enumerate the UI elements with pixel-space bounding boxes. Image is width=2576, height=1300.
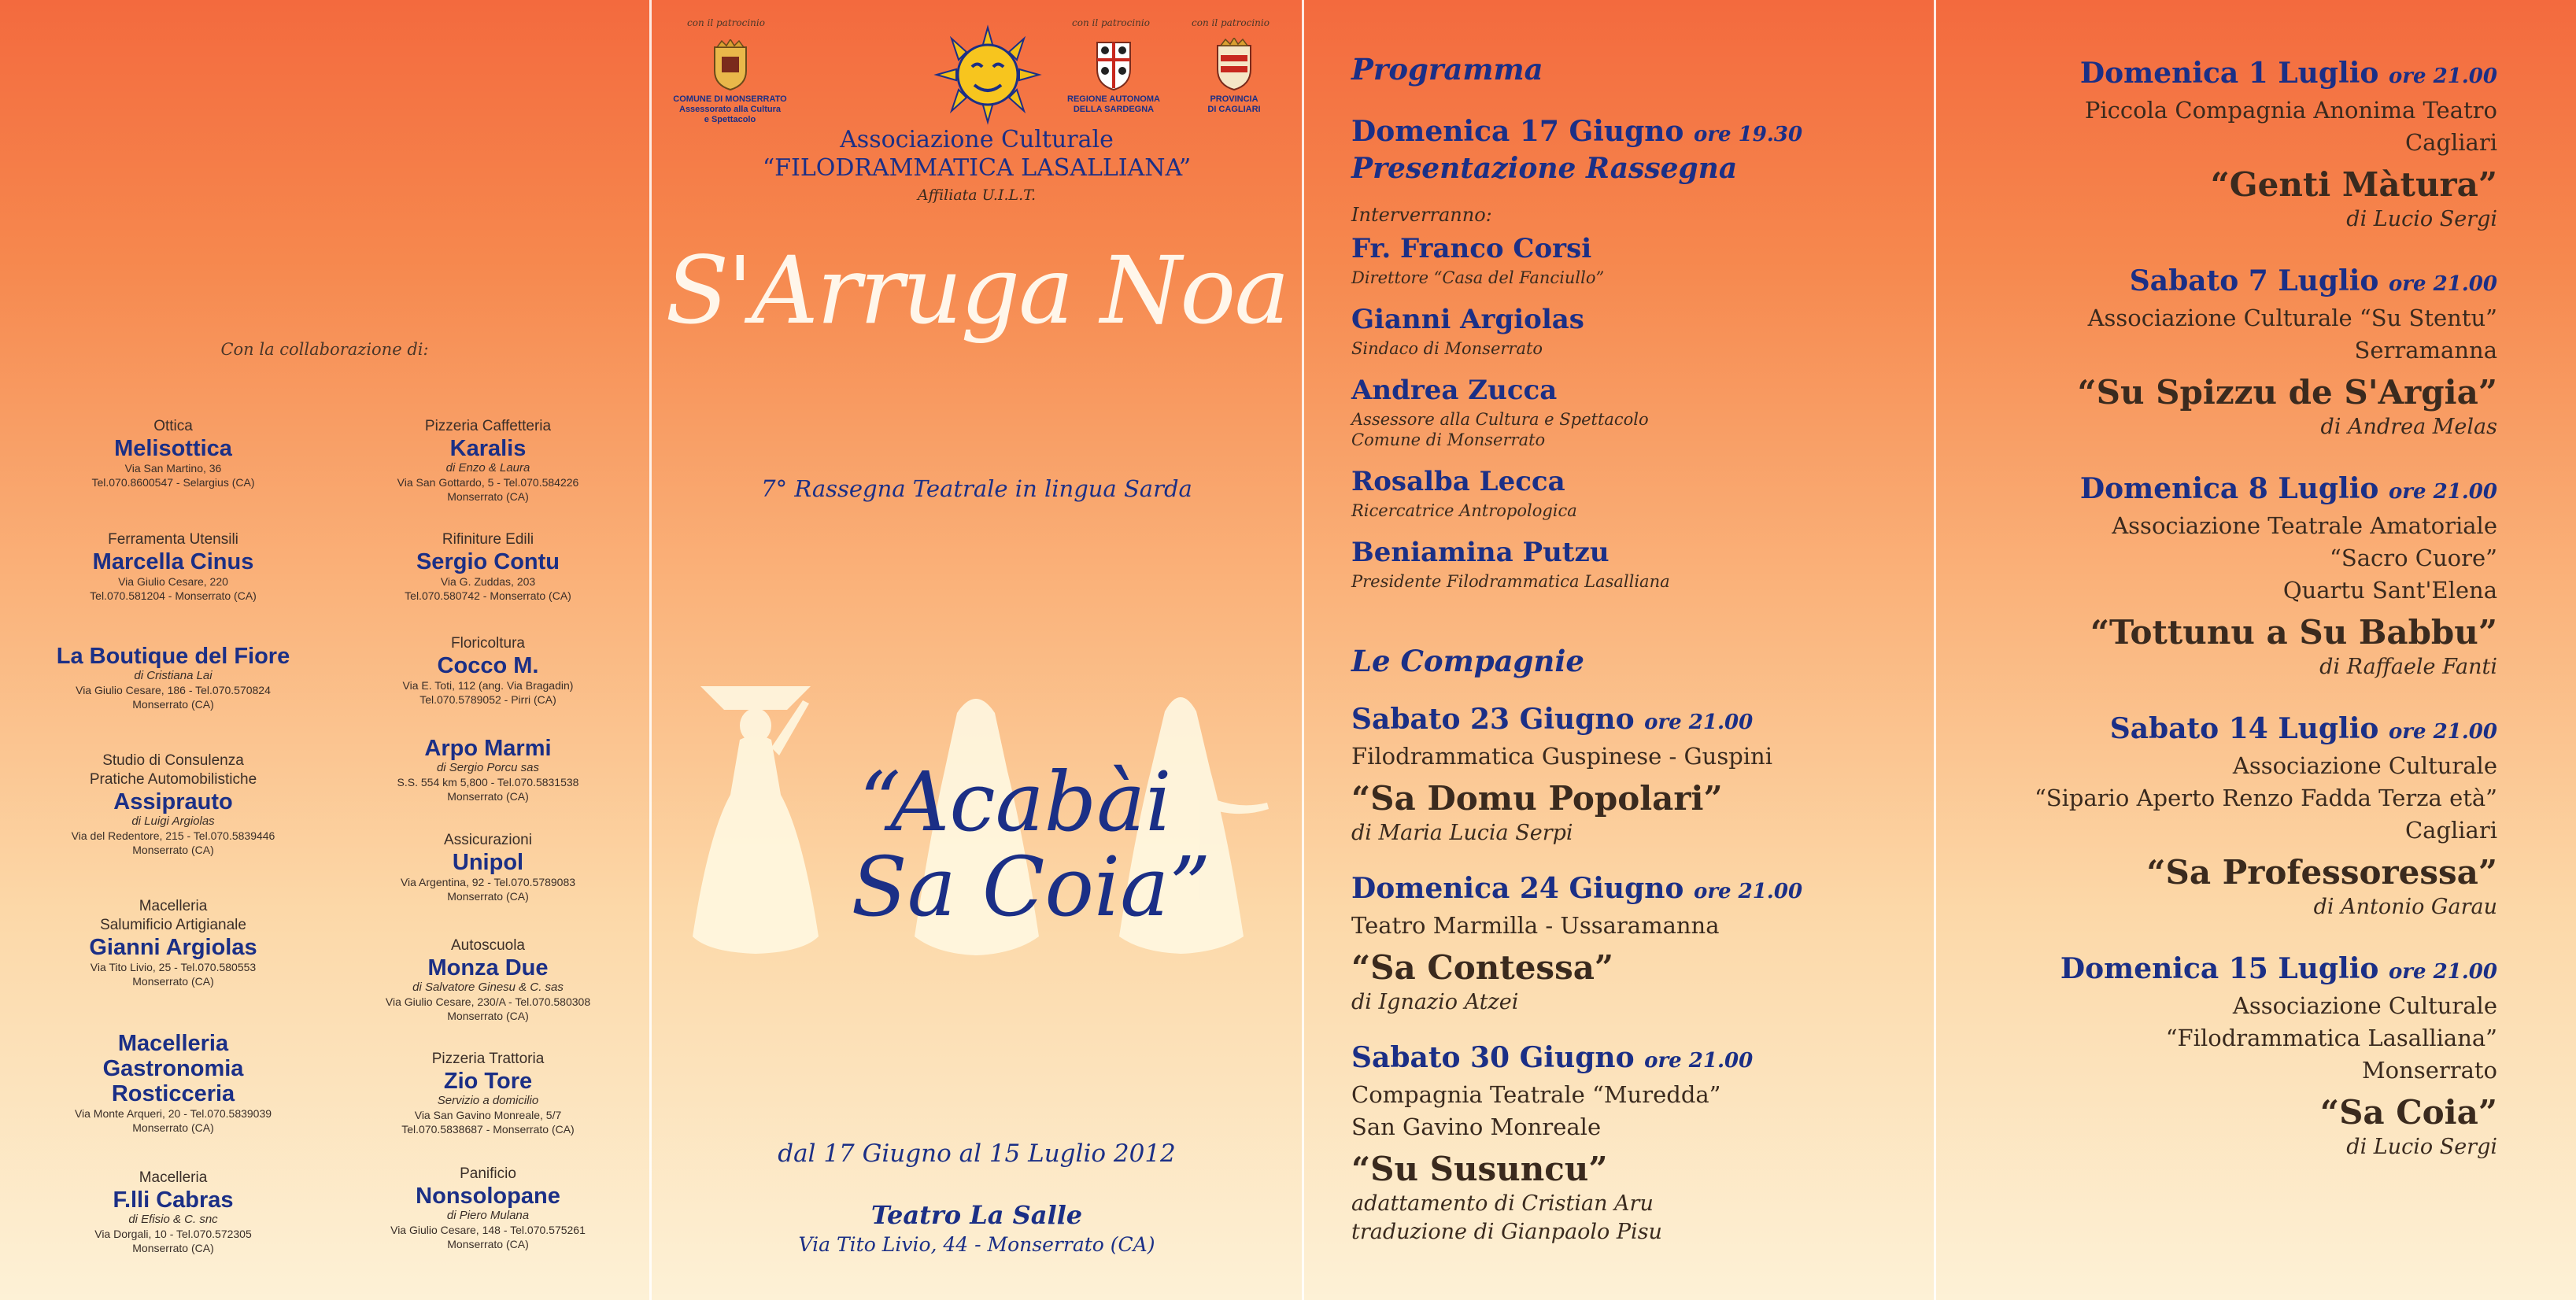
provincia-logo-label: PROVINCIA DI CAGLIARI	[1207, 94, 1261, 114]
sponsor-address: Tel.070.5838687 - Monserrato (CA)	[401, 1123, 575, 1136]
sponsor-name: Marcella Cinus	[92, 549, 254, 574]
event-company: Piccola Compagnia Anonima Teatro	[2084, 97, 2497, 124]
provincia-cagliari-crest-icon	[1214, 38, 1254, 91]
event-time: ore 21.00	[1644, 711, 1754, 734]
event-company: Associazione Culturale “Su Stentu”	[2087, 305, 2497, 331]
speaker-role: Comune di Monserrato	[1351, 430, 1546, 449]
sponsor-owner: di Cristiana Lai	[134, 669, 213, 682]
sponsor-category: Rifiniture Edili	[442, 531, 534, 548]
sponsor-category: Macelleria	[139, 1169, 208, 1186]
sponsor-owner: di Enzo & Laura	[445, 461, 530, 475]
sponsor-address: Monserrato (CA)	[447, 890, 529, 903]
speaker-role: Sindaco di Monserrato	[1351, 339, 1543, 358]
sponsor-entry	[331, 634, 645, 707]
sponsor-name: Arpo Marmi	[424, 736, 552, 761]
sponsor-address: Monserrato (CA)	[447, 1010, 529, 1022]
event-day: Sabato 14 Luglio	[2109, 712, 2379, 745]
sponsor-address: Monserrato (CA)	[132, 844, 214, 856]
speaker-name: Gianni Argiolas	[1351, 304, 1584, 335]
sponsor-name: Unipol	[452, 850, 524, 875]
sponsor-entry	[16, 417, 331, 489]
sponsor-address: Tel.070.5789052 - Pirri (CA)	[419, 693, 556, 706]
event-play-title: “Sa Contessa”	[1351, 948, 1614, 987]
event-time: ore 21.00	[1693, 880, 1803, 903]
event-day: Domenica 24 Giugno	[1351, 872, 1684, 905]
sponsor-category: Autoscuola	[450, 937, 525, 954]
event-day: Domenica 8 Luglio	[2079, 472, 2379, 505]
sponsor-name: F.lli Cabras	[113, 1187, 234, 1213]
sponsor-address: Via Tito Livio, 25 - Tel.070.580553	[90, 961, 257, 973]
festival-dates: dal 17 Giugno al 15 Luglio 2012	[778, 1139, 1176, 1168]
sponsor-entry	[16, 644, 331, 711]
event-date	[2060, 952, 2497, 985]
event-play-title: “Sa Professoressa”	[2146, 853, 2497, 892]
event-day: Sabato 23 Giugno	[1351, 703, 1635, 736]
event-company: Associazione Culturale	[2232, 992, 2497, 1019]
sponsor-entry	[331, 1050, 645, 1136]
event-company: Monserrato	[2361, 1057, 2497, 1084]
event-day: Domenica 15 Luglio	[2060, 952, 2379, 985]
affiliation: Affiliata U.I.L.T.	[917, 187, 1037, 204]
speaker-name: Beniamina Putzu	[1351, 537, 1610, 568]
events-panel-right	[1936, 0, 2576, 1300]
sponsor-name: Zio Tore	[443, 1069, 533, 1094]
event-date	[1351, 703, 1753, 736]
event-date	[2080, 57, 2497, 90]
patrocinio-label: con il patrocinio	[687, 17, 765, 28]
event-day: Domenica 1 Luglio	[2079, 57, 2379, 90]
compagnie-heading: Le Compagnie	[1351, 644, 1584, 678]
sponsor-address: Monserrato (CA)	[447, 1238, 529, 1250]
event-day: Sabato 30 Giugno	[1351, 1041, 1635, 1074]
sponsor-entry	[16, 897, 331, 988]
sponsor-address: Via San Gavino Monreale, 5/7	[414, 1109, 562, 1121]
patrocinio-label: con il patrocinio	[1192, 17, 1270, 28]
sponsor-name: Macelleria Gastronomia Rosticceria	[102, 1031, 244, 1106]
sponsor-owner: di Efisio & C. snc	[128, 1213, 218, 1226]
event-author: di Raffaele Fanti	[2319, 655, 2497, 679]
speaker-role: Ricercatrice Antropologica	[1351, 501, 1577, 520]
event-date	[1351, 872, 1802, 905]
event-company: Associazione Culturale	[2232, 752, 2497, 779]
event-play-title: “Tottunu a Su Babbu”	[2090, 613, 2497, 652]
event-company: Cagliari	[2404, 817, 2497, 844]
event-date	[2080, 472, 2497, 505]
sponsor-category: Ottica	[153, 418, 193, 434]
sponsor-entry	[16, 752, 331, 857]
sponsor-address: Via Giulio Cesare, 220	[118, 575, 228, 588]
event-company: “Sipario Aperto Renzo Fadda Terza età”	[2034, 785, 2497, 811]
event-date	[1351, 1041, 1753, 1074]
sponsor-name: La Boutique del Fiore	[56, 644, 290, 669]
event-time: ore 21.00	[2388, 272, 2497, 296]
assoc-line-2: “FILODRAMMATICA LASALLIANA”	[762, 154, 1192, 182]
presentation-date	[1351, 115, 1802, 148]
sponsor-address: Via Giulio Cesare, 186 - Tel.070.570824	[76, 684, 271, 696]
sponsor-address: Via E. Toti, 112 (ang. Via Bragadin)	[402, 679, 574, 692]
sponsor-category: Pizzeria Caffetteria	[424, 418, 552, 434]
speaker-role: Direttore “Casa del Fanciullo”	[1351, 268, 1605, 287]
featured-play-title	[771, 754, 1259, 935]
comune-crest-icon	[711, 39, 750, 91]
event-author: di Ignazio Atzei	[1351, 990, 1519, 1014]
event-author: di Maria Lucia Serpi	[1351, 821, 1573, 845]
sponsor-address: Via Giulio Cesare, 148 - Tel.070.575261	[390, 1224, 586, 1236]
event-time: ore 21.00	[2388, 960, 2497, 984]
sponsor-owner: di Piero Mulana	[446, 1209, 530, 1222]
programme-panel	[1304, 0, 1934, 1300]
event-date	[2130, 264, 2497, 297]
event-author: di Lucio Sergi	[2346, 207, 2497, 231]
sponsor-name: Gianni Argiolas	[89, 935, 257, 960]
association-name	[652, 126, 1302, 183]
sponsor-address: Monserrato (CA)	[132, 1242, 214, 1254]
sponsor-name: Assiprauto	[113, 789, 233, 814]
event-time: ore 21.00	[1644, 1049, 1754, 1073]
event-company: Associazione Teatrale Amatoriale	[2112, 512, 2497, 539]
event-time: ore 21.00	[2388, 480, 2497, 504]
presentation-title: Presentazione Rassegna	[1351, 152, 1738, 185]
sponsor-address: Via Argentina, 92 - Tel.070.5789083	[400, 876, 576, 888]
event-company: Compagnia Teatrale “Muredda”	[1351, 1081, 1721, 1108]
sponsor-entry	[331, 936, 645, 1023]
sponsor-category: Assicurazioni	[444, 832, 532, 848]
event-play-title: “Sa Domu Popolari”	[1351, 779, 1723, 818]
event-company: Cagliari	[2404, 129, 2497, 156]
event-author: traduzione di Gianpaolo Pisu	[1351, 1220, 1662, 1244]
speaker-name: Andrea Zucca	[1351, 375, 1558, 406]
event-play-title: “Genti Màtura”	[2210, 165, 2497, 204]
sponsor-entry	[331, 736, 645, 803]
sponsor-address: Via del Redentore, 215 - Tel.070.5839446	[71, 829, 275, 842]
speaker-name: Fr. Franco Corsi	[1351, 233, 1592, 264]
speaker-name: Rosalba Lecca	[1351, 466, 1565, 497]
play-title-line-2: Sa Coia”	[851, 839, 1211, 935]
venue-name: Teatro La Salle	[870, 1200, 1083, 1230]
regione-sardegna-crest-icon	[1094, 38, 1133, 91]
sponsor-name: Sergio Contu	[416, 549, 560, 574]
event-company: Serramanna	[2354, 337, 2497, 364]
event-time: ore 21.00	[2388, 720, 2497, 744]
sponsor-address: Via Monte Arqueri, 20 - Tel.070.5839039	[74, 1107, 272, 1120]
sponsor-address: Monserrato (CA)	[132, 975, 214, 988]
presentation-time: ore 19.30	[1693, 123, 1803, 146]
presentation-day: Domenica 17 Giugno	[1351, 115, 1684, 148]
sponsor-address: Monserrato (CA)	[447, 490, 529, 503]
sponsor-owner: di Salvatore Ginesu & C. sas	[412, 981, 564, 994]
speaker-role: Assessore alla Cultura e Spettacolo	[1351, 410, 1649, 429]
speaker-role: Presidente Filodrammatica Lasalliana	[1351, 572, 1670, 591]
sponsor-entry	[16, 530, 331, 603]
event-time: ore 21.00	[2388, 65, 2497, 88]
event-author: di Andrea Melas	[2320, 415, 2497, 439]
sponsor-address: Via G. Zuddas, 203	[440, 575, 536, 588]
interverranno-label: Interverranno:	[1351, 204, 1492, 226]
event-play-title: “Sa Coia”	[2319, 1093, 2497, 1132]
play-title-line-1: “Acabài	[859, 754, 1172, 850]
event-play-title: “Su Spizzu de S'Argia”	[2077, 373, 2497, 412]
sponsor-owner: di Luigi Argiolas	[131, 814, 215, 828]
sponsor-category: Pizzeria Trattoria	[431, 1051, 545, 1067]
event-company: “Sacro Cuore”	[2330, 545, 2497, 571]
assoc-line-1: Associazione Culturale	[840, 126, 1114, 153]
sponsor-address: Monserrato (CA)	[132, 1121, 214, 1134]
collab-label: Con la collaborazione di:	[220, 340, 429, 359]
sponsor-entry	[331, 417, 645, 504]
event-author: adattamento di Cristian Aru	[1351, 1191, 1654, 1216]
sponsor-category: Panificio	[460, 1165, 516, 1182]
programma-heading: Programma	[1351, 52, 1543, 87]
sponsor-name: Monza Due	[427, 955, 549, 981]
event-author: di Antonio Garau	[2313, 895, 2497, 919]
sponsor-address: Tel.070.580742 - Monserrato (CA)	[405, 589, 571, 602]
sponsor-entry	[331, 831, 645, 903]
event-company: San Gavino Monreale	[1351, 1113, 1602, 1140]
event-company: Filodrammatica Guspinese - Guspini	[1351, 743, 1773, 770]
sponsor-entry	[16, 1169, 331, 1255]
sponsor-owner: Servizio a domicilio	[437, 1094, 539, 1107]
sponsor-address: Monserrato (CA)	[132, 698, 214, 711]
sponsor-owner: di Sergio Porcu sas	[436, 761, 540, 774]
sponsor-category: Macelleria Salumificio Artigianale	[100, 898, 246, 933]
sponsor-address: S.S. 554 km 5,800 - Tel.070.5831538	[397, 776, 579, 788]
sponsor-address: Via San Martino, 36	[124, 462, 222, 475]
sponsor-category: Ferramenta Utensili	[108, 531, 238, 548]
event-company: “Filodrammatica Lasalliana”	[2165, 1025, 2497, 1051]
event-company: Teatro Marmilla - Ussaramanna	[1351, 912, 1720, 939]
event-author: di Lucio Sergi	[2346, 1135, 2497, 1159]
sponsor-address: Via Dorgali, 10 - Tel.070.572305	[94, 1228, 252, 1240]
sponsor-name: Karalis	[449, 436, 527, 461]
event-date	[2110, 712, 2497, 745]
sponsor-address: Via Giulio Cesare, 230/A - Tel.070.580308	[385, 995, 591, 1008]
event-play-title: “Su Susuncu”	[1351, 1150, 1608, 1188]
venue-address: Via Tito Livio, 44 - Monserrato (CA)	[798, 1233, 1155, 1256]
sponsor-category: Floricoltura	[451, 635, 525, 652]
sponsor-address: Tel.070.8600547 - Selargius (CA)	[91, 476, 255, 489]
sponsor-entry	[331, 530, 645, 603]
sponsor-address: Monserrato (CA)	[447, 790, 529, 803]
sponsor-name: Melisottica	[114, 436, 232, 461]
comune-logo-label: COMUNE DI MONSERRATO Assessorato alla Cultura e Spettacolo	[673, 94, 787, 124]
filodrammatica-sun-logo-icon	[929, 24, 1047, 126]
sponsor-entry	[331, 1165, 645, 1251]
patrocinio-label: con il patrocinio	[1072, 17, 1150, 28]
sponsor-category: Studio di Consulenza Pratiche Automobilistiche	[89, 752, 257, 788]
sponsor-address: Via San Gottardo, 5 - Tel.070.584226	[397, 476, 579, 489]
sponsor-name: Cocco M.	[437, 653, 539, 678]
event-company: Quartu Sant'Elena	[2282, 577, 2497, 604]
event-day: Sabato 7 Luglio	[2129, 264, 2379, 297]
sponsor-name: Nonsolopane	[416, 1184, 560, 1209]
rassegna-subtitle: 7° Rassegna Teatrale in lingua Sarda	[761, 475, 1192, 502]
sponsor-address: Tel.070.581204 - Monserrato (CA)	[90, 589, 257, 602]
sponsor-entry	[16, 1031, 331, 1135]
festival-title: S'Arruga Noa	[665, 236, 1288, 345]
regione-logo-label: REGIONE AUTONOMA DELLA SARDEGNA	[1067, 94, 1160, 114]
